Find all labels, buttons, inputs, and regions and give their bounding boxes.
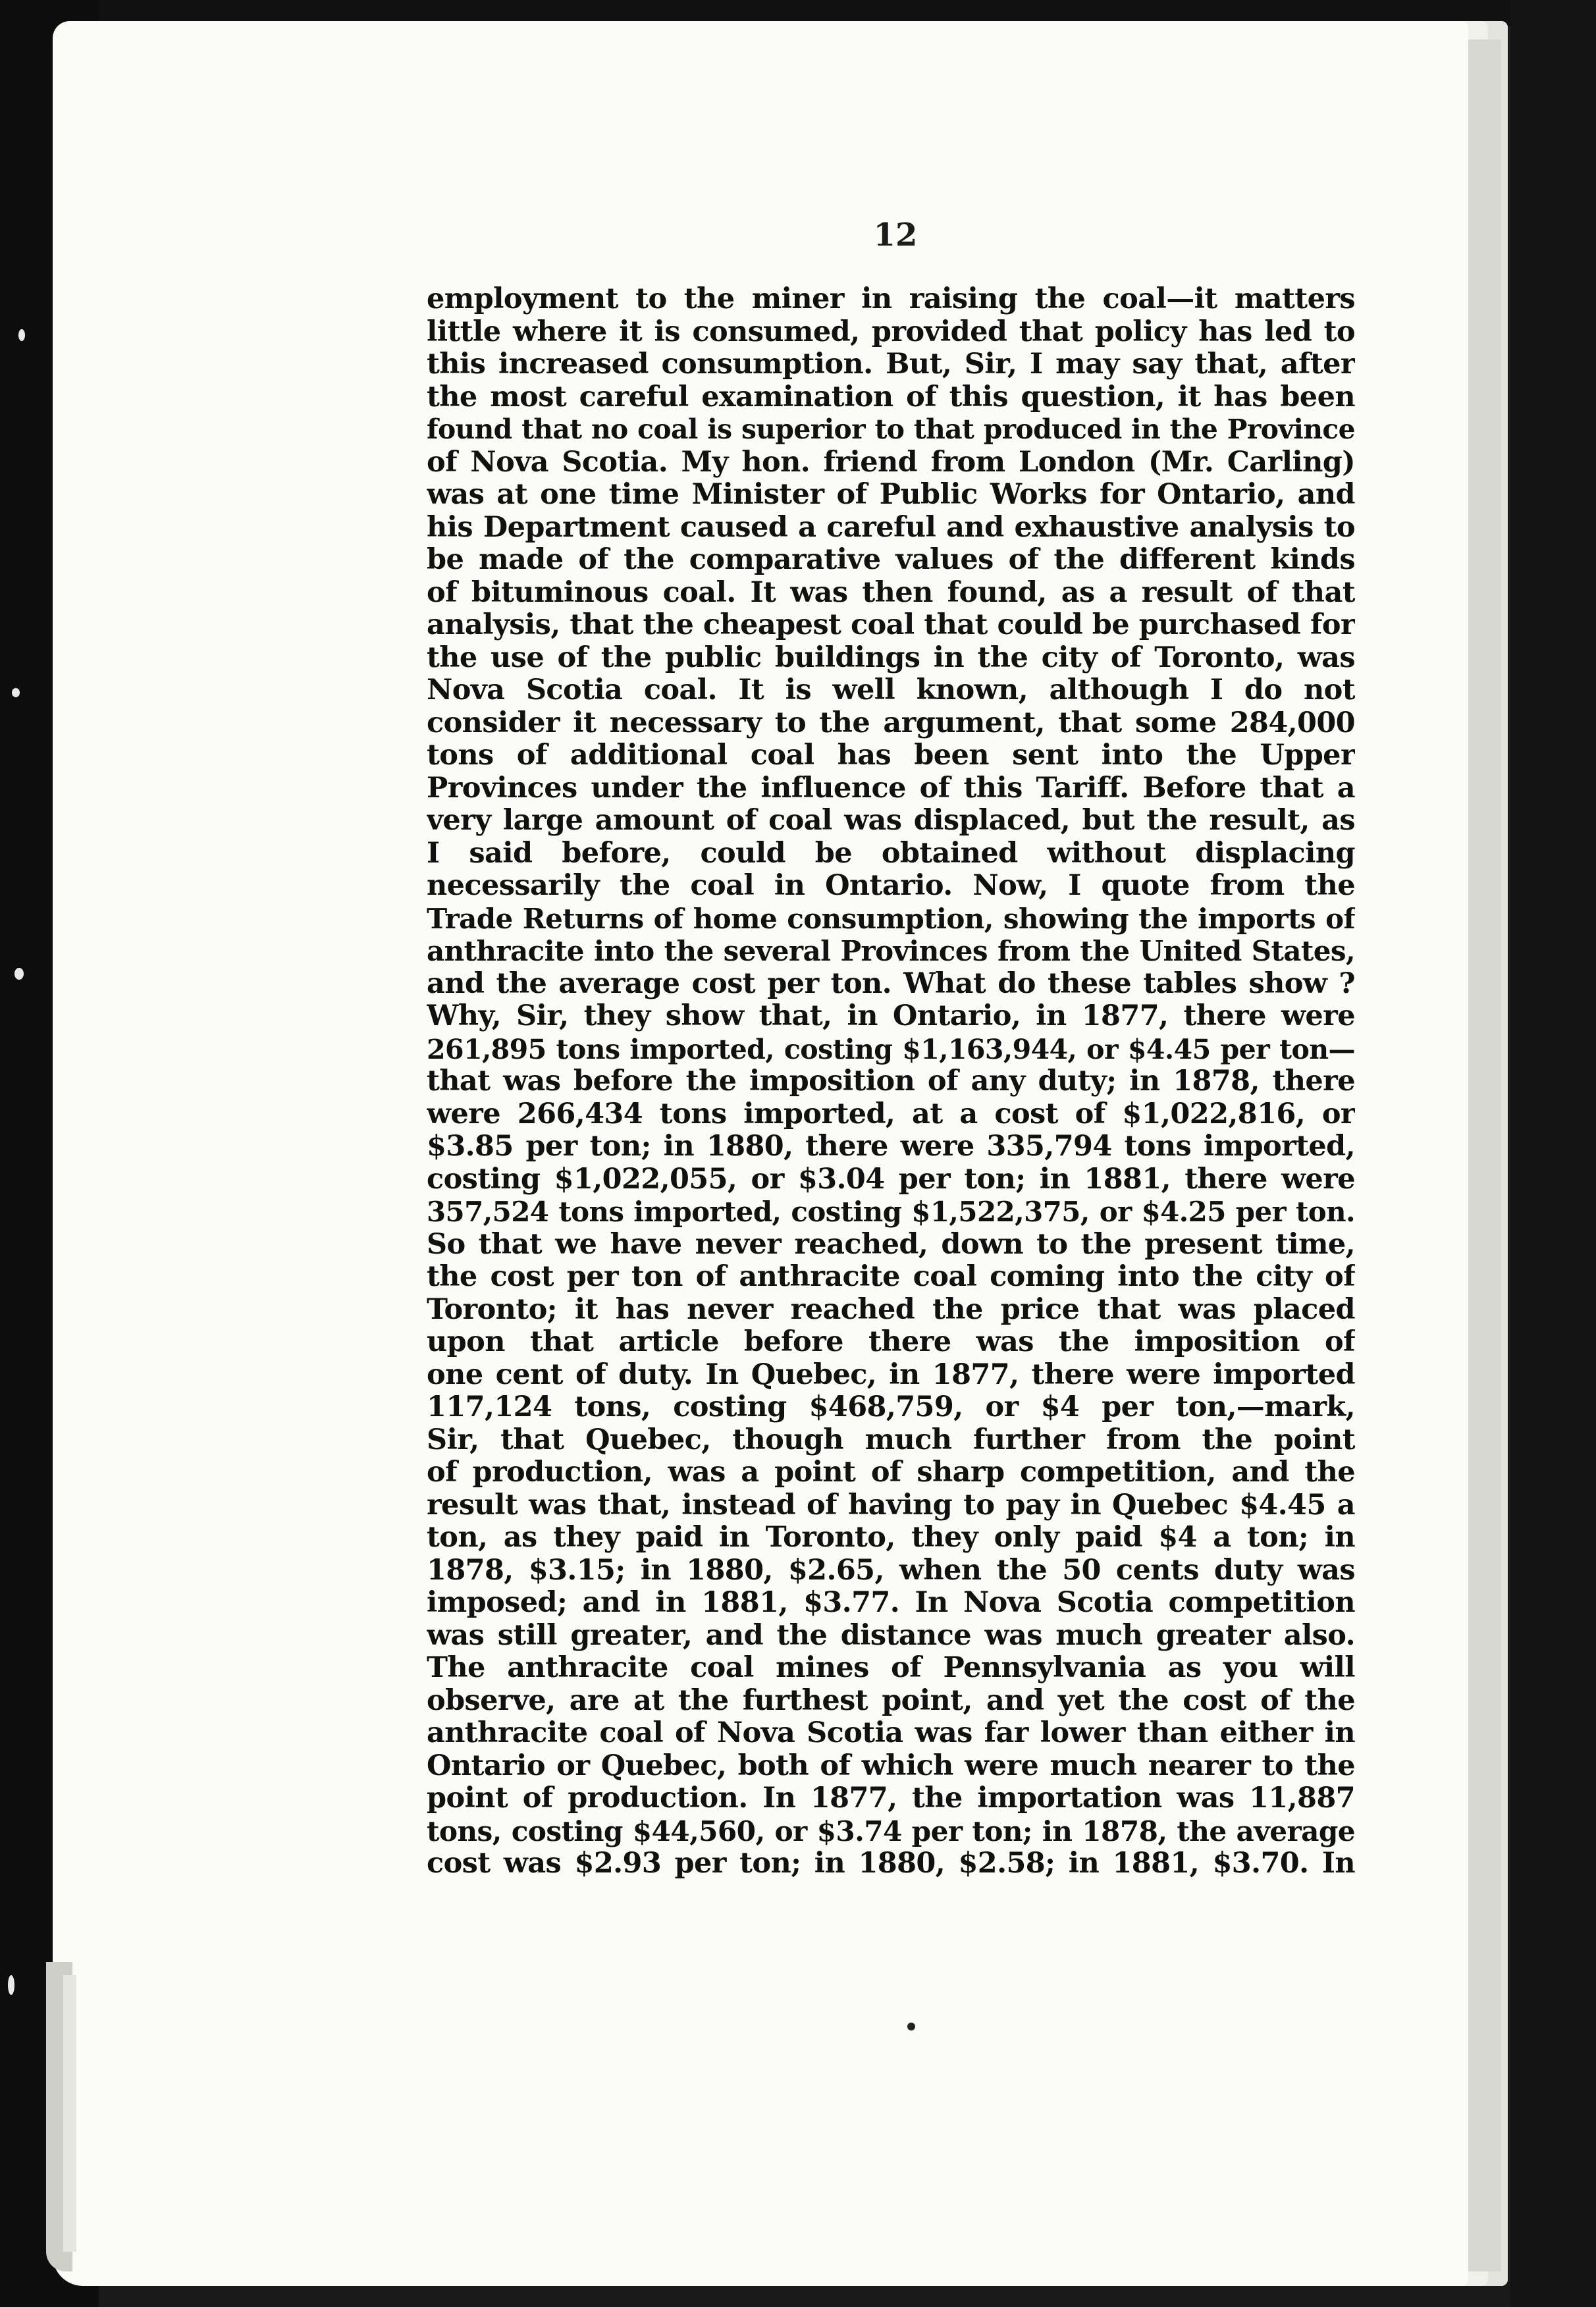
text-line: one cent of duty. In Quebec, in 1877, there were imported bbox=[427, 1358, 1355, 1391]
scan-speck bbox=[18, 329, 25, 341]
text-line: ton, as they paid in Toronto, they only paid $4 a ton; in bbox=[427, 1522, 1355, 1554]
text-line: tons of additional coal has been sent into the Upper bbox=[427, 739, 1355, 772]
text-line: were 266,434 tons imported, at a cost of $1,022,816, or bbox=[427, 1098, 1355, 1130]
text-line: So that we have never reached, down to the present time, bbox=[427, 1228, 1355, 1261]
text-line: Toronto; it has never reached the price that was placed bbox=[427, 1293, 1355, 1326]
body-text bbox=[427, 283, 1355, 1880]
text-line: of bituminous coal. It was then found, as a result of that bbox=[427, 576, 1355, 609]
text-line: analysis, that the cheapest coal that could be purchased for bbox=[427, 609, 1355, 641]
text-line: the most careful examination of this question, it has been bbox=[427, 381, 1355, 413]
signature-mark bbox=[907, 2023, 915, 2030]
text-line: that was before the imposition of any duty; in 1878, there bbox=[427, 1065, 1355, 1098]
text-line: $3.85 per ton; in 1880, there were 335,794 tons imported, bbox=[427, 1130, 1355, 1163]
text-line: The anthracite coal mines of Pennsylvania as you will bbox=[427, 1652, 1355, 1684]
text-line: necessarily the coal in Ontario. Now, I quote from the bbox=[427, 870, 1355, 902]
scan-border-right bbox=[1510, 0, 1596, 2307]
text-line: found that no coal is superior to that produced in the Province bbox=[427, 413, 1355, 445]
text-line: point of production. In 1877, the importation was 11,887 bbox=[427, 1782, 1355, 1815]
text-line: imposed; and in 1881, $3.77. In Nova Scotia competition bbox=[427, 1587, 1355, 1619]
scan-speck bbox=[14, 968, 24, 980]
text-line: observe, are at the furthest point, and yet the cost of the bbox=[427, 1684, 1355, 1717]
text-line: Nova Scotia coal. It is well known, although I do not bbox=[427, 674, 1355, 706]
text-line: anthracite into the several Provinces from the United States, bbox=[427, 935, 1355, 967]
text-line: anthracite coal of Nova Scotia was far lower than either in bbox=[427, 1717, 1355, 1749]
text-line: cost was $2.93 per ton; in 1880, $2.58; in 1881, $3.70. In bbox=[427, 1847, 1355, 1880]
scan-speck bbox=[8, 1975, 14, 1995]
page-stack-edge-inner bbox=[63, 1975, 76, 2252]
text-line: be made of the comparative values of the different kinds bbox=[427, 544, 1355, 576]
text-line: employment to the miner in raising the coal—it matters bbox=[427, 283, 1355, 315]
text-line: the use of the public buildings in the city of Toronto, was bbox=[427, 641, 1355, 674]
text-line: 1878, $3.15; in 1880, $2.65, when the 50 cents duty was bbox=[427, 1554, 1355, 1587]
page-number: 12 bbox=[873, 217, 918, 253]
text-line: result was that, instead of having to pay in Quebec $4.45 a bbox=[427, 1489, 1355, 1522]
text-line: little where it is consumed, provided that policy has led to bbox=[427, 315, 1355, 348]
text-line: costing $1,022,055, or $3.04 per ton; in 1881, there were bbox=[427, 1163, 1355, 1196]
text-line: upon that article before there was the imposition of bbox=[427, 1326, 1355, 1358]
text-line: was at one time Minister of Public Works for Ontario, and bbox=[427, 479, 1355, 511]
text-line: Sir, that Quebec, though much further from the point bbox=[427, 1423, 1355, 1456]
text-line: consider it necessary to the argument, that some 284,000 bbox=[427, 706, 1355, 739]
text-line: 357,524 tons imported, costing $1,522,375, or $4.25 per ton. bbox=[427, 1196, 1355, 1228]
text-line: I said before, could be obtained without displacing bbox=[427, 837, 1355, 870]
text-line: the cost per ton of anthracite coal coming into the city of bbox=[427, 1261, 1355, 1293]
text-line: of Nova Scotia. My hon. friend from London (Mr. Carling) bbox=[427, 446, 1355, 479]
text-line: 261,895 tons imported, costing $1,163,944, or $4.45 per ton— bbox=[427, 1032, 1355, 1065]
text-line: was still greater, and the distance was much greater also. bbox=[427, 1619, 1355, 1652]
text-line: Ontario or Quebec, both of which were much nearer to the bbox=[427, 1749, 1355, 1782]
scan-speck bbox=[12, 688, 20, 697]
page-thickness-edge bbox=[1468, 40, 1501, 2271]
text-line: Trade Returns of home consumption, showing the imports of bbox=[427, 902, 1355, 935]
text-line: this increased consumption. But, Sir, I may say that, after bbox=[427, 348, 1355, 381]
text-line: Why, Sir, they show that, in Ontario, in 1877, there were bbox=[427, 1000, 1355, 1032]
text-line: very large amount of coal was displaced, but the result, as bbox=[427, 805, 1355, 837]
text-line: his Department caused a careful and exhaustive analysis to bbox=[427, 511, 1355, 544]
text-line: Provinces under the influence of this Tariff. Before that a bbox=[427, 772, 1355, 805]
text-line: tons, costing $44,560, or $3.74 per ton; in 1878, the average bbox=[427, 1815, 1355, 1847]
text-line: of production, was a point of sharp competition, and the bbox=[427, 1456, 1355, 1489]
text-line: and the average cost per ton. What do these tables show ? bbox=[427, 967, 1355, 1000]
text-line: 117,124 tons, costing $468,759, or $4 per ton,—mark, bbox=[427, 1391, 1355, 1423]
